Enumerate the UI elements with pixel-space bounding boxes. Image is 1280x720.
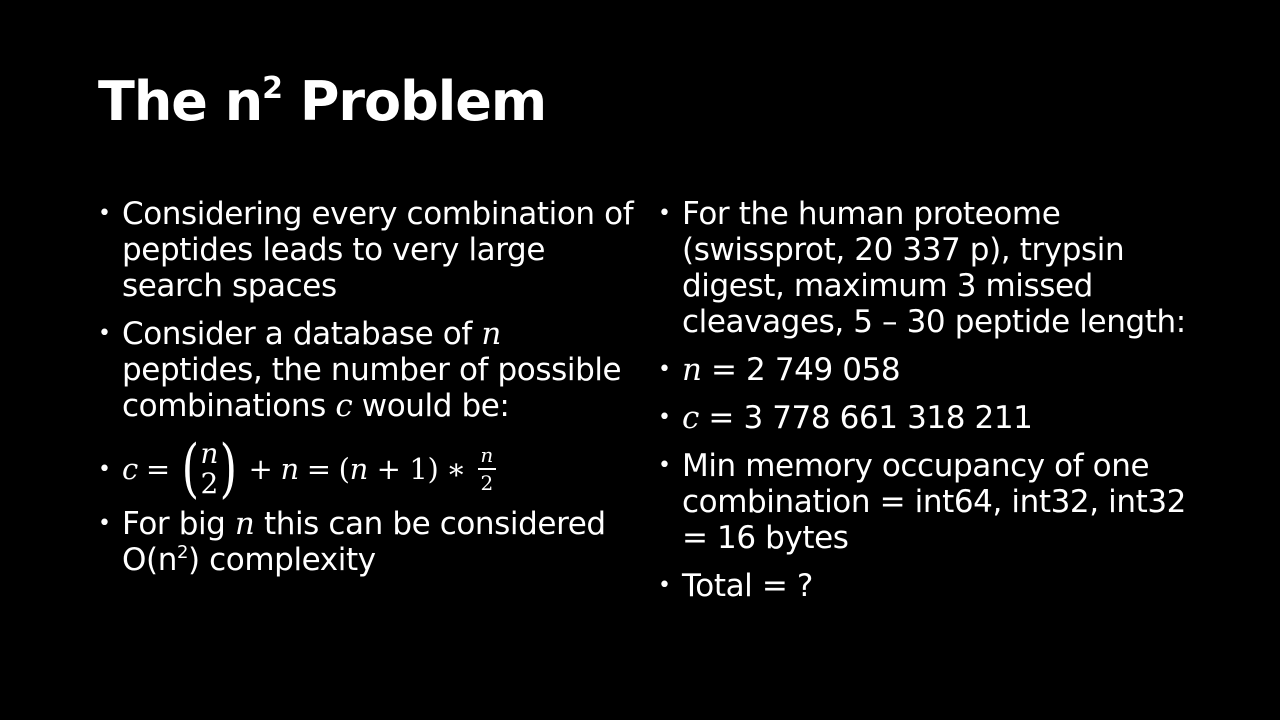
left-column	[98, 196, 638, 590]
binomial: ( n 2 )	[181, 432, 237, 506]
bullet-n-value: • n = 2 749 058	[658, 352, 1218, 388]
slide-title	[98, 72, 546, 131]
bullet-c-value: • c = 3 778 661 318 211	[658, 400, 1218, 436]
title-superscript: 2	[262, 71, 283, 106]
bullet-memory: • Min memory occupancy of one combination = int64, int32, int32 = 16 bytes	[658, 448, 1218, 556]
bullet-search-spaces: • Considering every combination of peptides leads to very large search spaces	[98, 196, 638, 304]
bullet-human-proteome: • For the human proteome (swissprot, 20 337 p), trypsin digest, maximum 3 missed cleavages, 5 – 30 peptide length:	[658, 196, 1218, 340]
title-text-end: Problem	[282, 70, 547, 133]
right-column	[658, 196, 1218, 616]
bullet-complexity: • For big n this can be considered $O(n^2)$ complexity	[98, 506, 638, 578]
title-text: The n	[98, 70, 263, 133]
bullet-database: • Consider a database of n peptides, the number of possible combinations c would be:	[98, 316, 638, 424]
fraction: $\frac{n}{2}$	[478, 443, 496, 495]
bullet-total: • Total = ?	[658, 568, 1218, 604]
combination-formula: • c = ( n 2 ) + n = (n + 1) ∗ $\frac{n}{2}$	[122, 436, 496, 502]
bullet-formula	[98, 432, 638, 506]
